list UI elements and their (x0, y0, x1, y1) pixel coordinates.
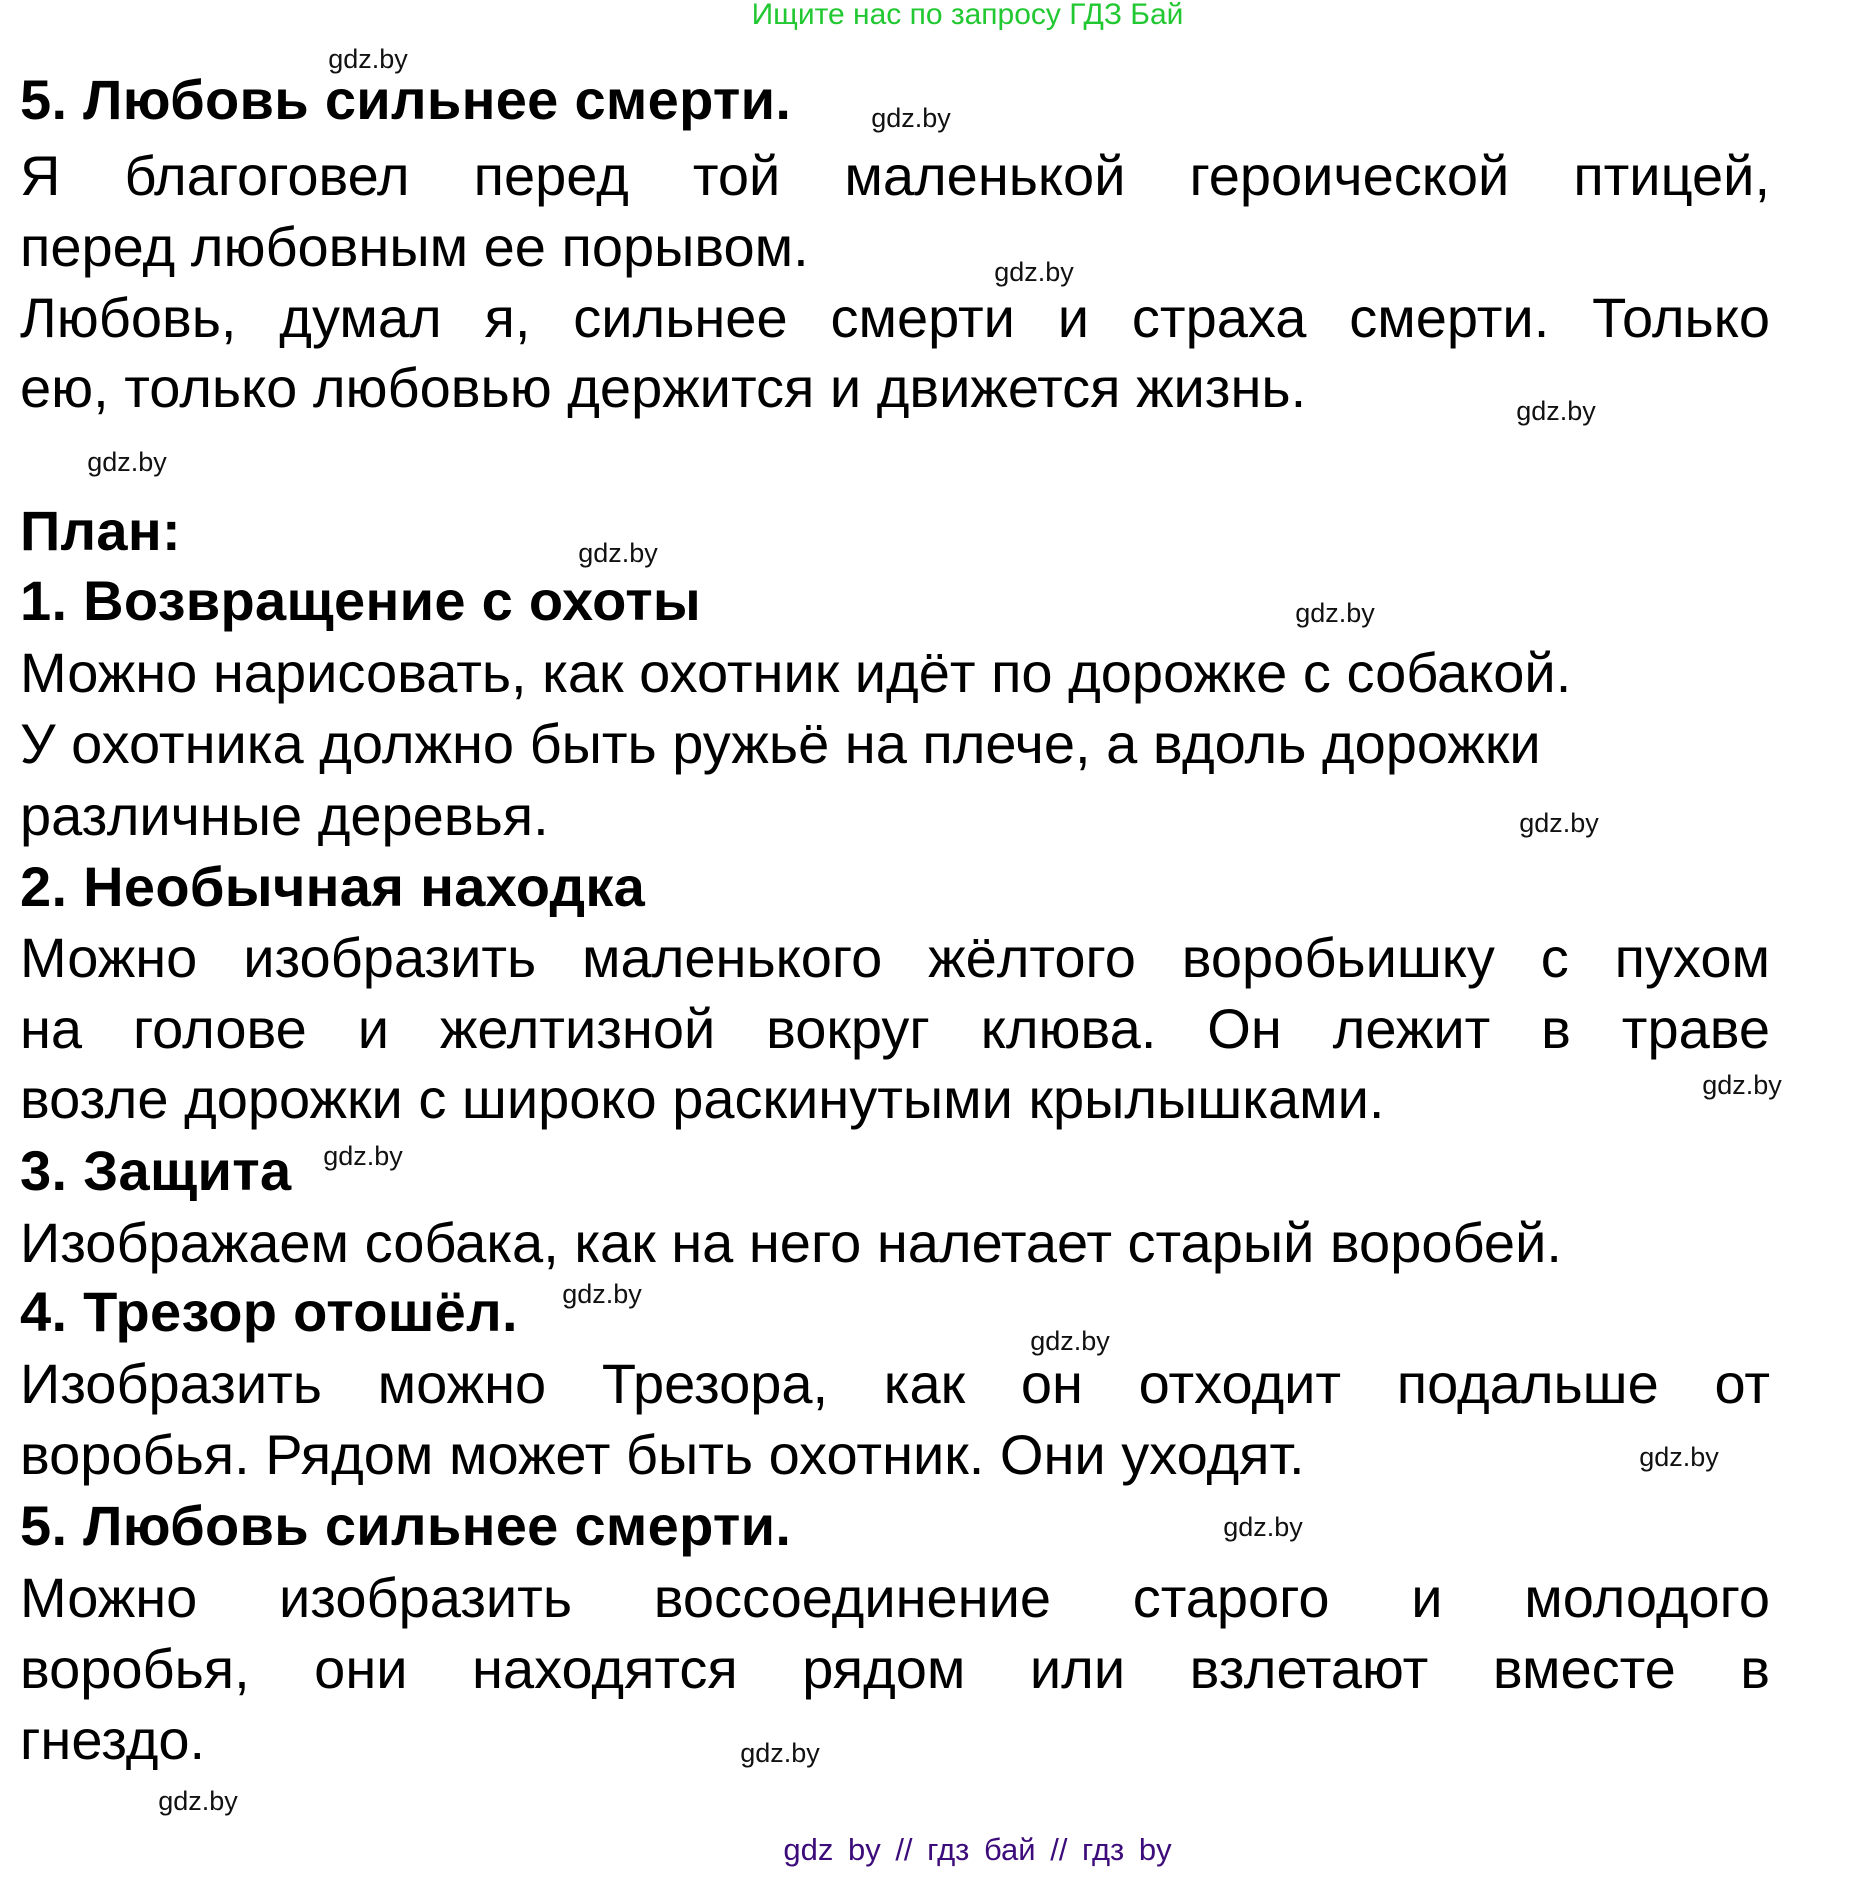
section-1-line: Можно нарисовать, как охотник идёт по дорожке с собакой. (20, 641, 1572, 704)
footer-links: gdz by // гдз бай // гдз by (783, 1832, 1172, 1867)
watermark: gdz.by (158, 1786, 238, 1816)
section-heading-3: 3. Защита (20, 1139, 292, 1202)
watermark: gdz.by (1516, 396, 1596, 426)
watermark: gdz.by (562, 1279, 642, 1309)
section-5-line: гнездо. (20, 1708, 206, 1771)
intro-heading: 5. Любовь сильнее смерти. (20, 68, 792, 131)
intro-line: Любовь, думал я, сильнее смерти и страха смерти. Только (20, 286, 1770, 349)
watermark: gdz.by (1639, 1442, 1719, 1472)
section-2-line: возле дорожки с широко раскинутыми крылышками. (20, 1067, 1385, 1130)
section-3-line: Изображаем собака, как на него налетает старый воробей. (20, 1211, 1562, 1274)
section-1-line: У охотника должно быть ружьё на плече, а вдоль дорожки (20, 712, 1541, 775)
plan-title: План: (20, 499, 181, 562)
watermark: gdz.by (87, 447, 167, 477)
watermark: gdz.by (994, 257, 1074, 287)
section-4-line: воробья. Рядом может быть охотник. Они уходят. (20, 1423, 1305, 1486)
section-heading-2: 2. Необычная находка (20, 855, 646, 918)
watermark: gdz.by (323, 1141, 403, 1171)
section-4-line: Изобразить можно Трезора, как он отходит подальше от (20, 1352, 1770, 1415)
watermark: gdz.by (740, 1738, 820, 1768)
intro-line: перед любовным ее порывом. (20, 215, 809, 278)
section-1-line: различные деревья. (20, 784, 549, 847)
section-2-line: Можно изобразить маленького жёлтого воробьишку с пухом (20, 926, 1770, 989)
watermark: gdz.by (871, 103, 951, 133)
section-heading-4: 4. Трезор отошёл. (20, 1280, 518, 1343)
watermark: gdz.by (1223, 1512, 1303, 1542)
intro-line: Я благоговел перед той маленькой героической птицей, (20, 144, 1770, 207)
watermark: gdz.by (328, 44, 408, 74)
watermark: gdz.by (1030, 1326, 1110, 1356)
watermark: gdz.by (1519, 808, 1599, 838)
section-5-line: воробья, они находятся рядом или взлетают вместе в (20, 1637, 1770, 1700)
section-5-line: Можно изобразить воссоединение старого и молодого (20, 1566, 1770, 1629)
watermark: gdz.by (1295, 598, 1375, 628)
section-heading-5: 5. Любовь сильнее смерти. (20, 1494, 792, 1557)
intro-line: ею, только любовью держится и движется жизнь. (20, 356, 1307, 419)
watermark: gdz.by (1702, 1070, 1782, 1100)
watermark: gdz.by (578, 538, 658, 568)
section-heading-1: 1. Возвращение с охоты (20, 569, 702, 632)
search-banner: Ищите нас по запросу ГДЗ Бай (751, 0, 1184, 31)
section-2-line: на голове и желтизной вокруг клюва. Он лежит в траве (20, 997, 1770, 1060)
